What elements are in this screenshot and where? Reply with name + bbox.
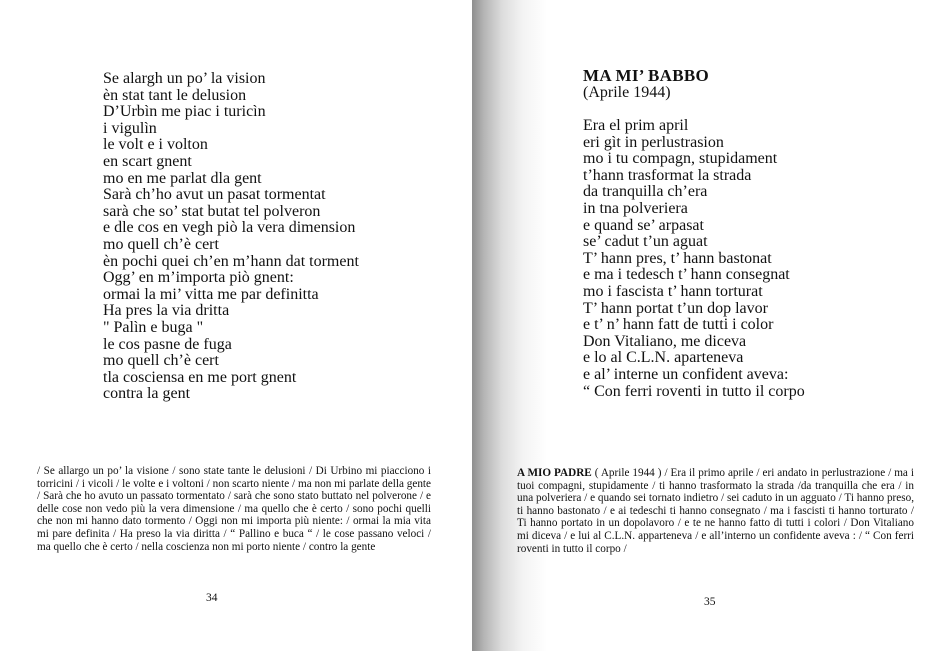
poem-line: le cos pasne de fuga bbox=[103, 335, 232, 353]
poem-line: mo en me parlat dla gent bbox=[103, 169, 262, 187]
poem-line: èn pochi quei ch’en m’hann dat torment bbox=[103, 252, 359, 270]
poem-line: Sarà ch’ho avut un pasat tormentat bbox=[103, 186, 326, 204]
right-page bbox=[472, 0, 945, 651]
right-translation-note bbox=[517, 467, 914, 555]
poem-line: e ma i tedesch t’ hann consegnat bbox=[583, 266, 790, 284]
poem-line: eri gìt in perlustrasion bbox=[583, 133, 724, 151]
poem-line: T’ hann pres, t’ hann bastonat bbox=[583, 249, 772, 267]
poem-line: “ Con ferri roventi in tutto il corpo bbox=[583, 382, 805, 400]
poem-line: èn stat tant le delusion bbox=[103, 86, 247, 104]
poem-line: D’Urbìn me piac i turicìn bbox=[103, 103, 266, 121]
poem-line: en scart gnent bbox=[103, 152, 192, 170]
poem-line: e lo al C.L.N. aparteneva bbox=[583, 349, 744, 367]
left-page-number: 34 bbox=[206, 592, 218, 604]
poem-line: T’ hann portat t’un dop lavor bbox=[583, 299, 768, 317]
poem-line: in tna polveriera bbox=[583, 199, 688, 217]
left-page bbox=[0, 0, 472, 651]
poem-line: e t’ n’ hann fatt de tutti i color bbox=[583, 316, 774, 334]
poem-line: mo quell ch’è cert bbox=[103, 352, 219, 370]
poem-line: mo i fascista t’ hann torturat bbox=[583, 282, 763, 300]
poem-line: ormai la mi’ vitta me par definitta bbox=[103, 285, 319, 303]
poem-line: mo quell ch’è cert bbox=[103, 235, 219, 253]
poem-line: Era el prim april bbox=[583, 117, 689, 134]
poem-line: e quand se’ arpasat bbox=[583, 216, 704, 234]
poem-line: Ha pres la via dritta bbox=[103, 302, 230, 320]
right-page-number: 35 bbox=[704, 596, 716, 608]
poem-line: t’hann trasformat la strada bbox=[583, 166, 752, 184]
poem-line: le volt e i volton bbox=[103, 136, 208, 154]
poem-line: da tranquilla ch’era bbox=[583, 183, 708, 201]
left-translation-note: / Se allargo un po’ la visione / sono state tante le delusioni / Di Urbino mi piacciono i torricini / i vicoli / le volte e i voltoni / non scarto niente / ma non mi parlate della gente / Sarà che ho avuto un passato tormentato / sarà che sono stato buttato nel polverone / e delle cose non vedo più la vera dimensione / ma quello che è certo / sono pochi quelli che non mi hanno dato tormento / Oggi non mi importa più niente: / ormai la mia vita mi pare definita / Ha preso la via diritta / “ Pallino e buca “ / le cose passano veloci / ma quello che è certo / nella coscienza non mi porto niente / contro la gente bbox=[37, 465, 431, 553]
poem-line: contra la gent bbox=[103, 385, 191, 403]
poem-line: mo i tu compagn, stupidament bbox=[583, 150, 778, 168]
note-title: A MIO PADRE bbox=[517, 467, 592, 479]
note-body: ( Aprile 1944 ) / Era il primo aprile / eri andato in perlustrazione / ma i tuoi compagni, stupidamente / ti hanno trasformato la strada /da tranquilla che era / in una polveriera / e quando sei tornato indietro / sei caduto in un agguato / Ti hanno preso, ti hanno bastonato / e ai tedeschi ti hanno consegnato / ma i fascisti ti hanno torturato / Ti hanno portato in un dopolavoro / e te ne hanno fatto di tutti i colori / Don Vitaliano mi diceva / e lui al C.L.N. apparteneva / e all’interno un confidente aveva : / “ Con ferri roventi in tutto il corpo / bbox=[517, 467, 914, 555]
poem-line: i vigulìn bbox=[103, 119, 157, 137]
poem-line: sarà che so’ stat butat tel polveron bbox=[103, 202, 321, 220]
poem-line: Ogg’ en m’importa piò gnent: bbox=[103, 269, 294, 287]
poem-line: tla cosciensa en me port gnent bbox=[103, 368, 297, 386]
poem-line: e dle cos en vegh piò la vera dimension bbox=[103, 219, 356, 237]
poem-line: Se alargh un po’ la vision bbox=[103, 70, 266, 87]
poem-line: e al’ interne un confident aveva: bbox=[583, 365, 789, 383]
left-poem bbox=[103, 71, 359, 403]
poem-line: " Palìn e buga " bbox=[103, 318, 204, 336]
right-poem bbox=[583, 118, 805, 400]
poem-line: se’ cadut t’un aguat bbox=[583, 233, 708, 251]
poem-title: MA MI’ BABBO bbox=[583, 66, 710, 85]
poem-subtitle: (Aprile 1944) bbox=[583, 84, 671, 101]
poem-line: Don Vitaliano, me diceva bbox=[583, 332, 747, 350]
